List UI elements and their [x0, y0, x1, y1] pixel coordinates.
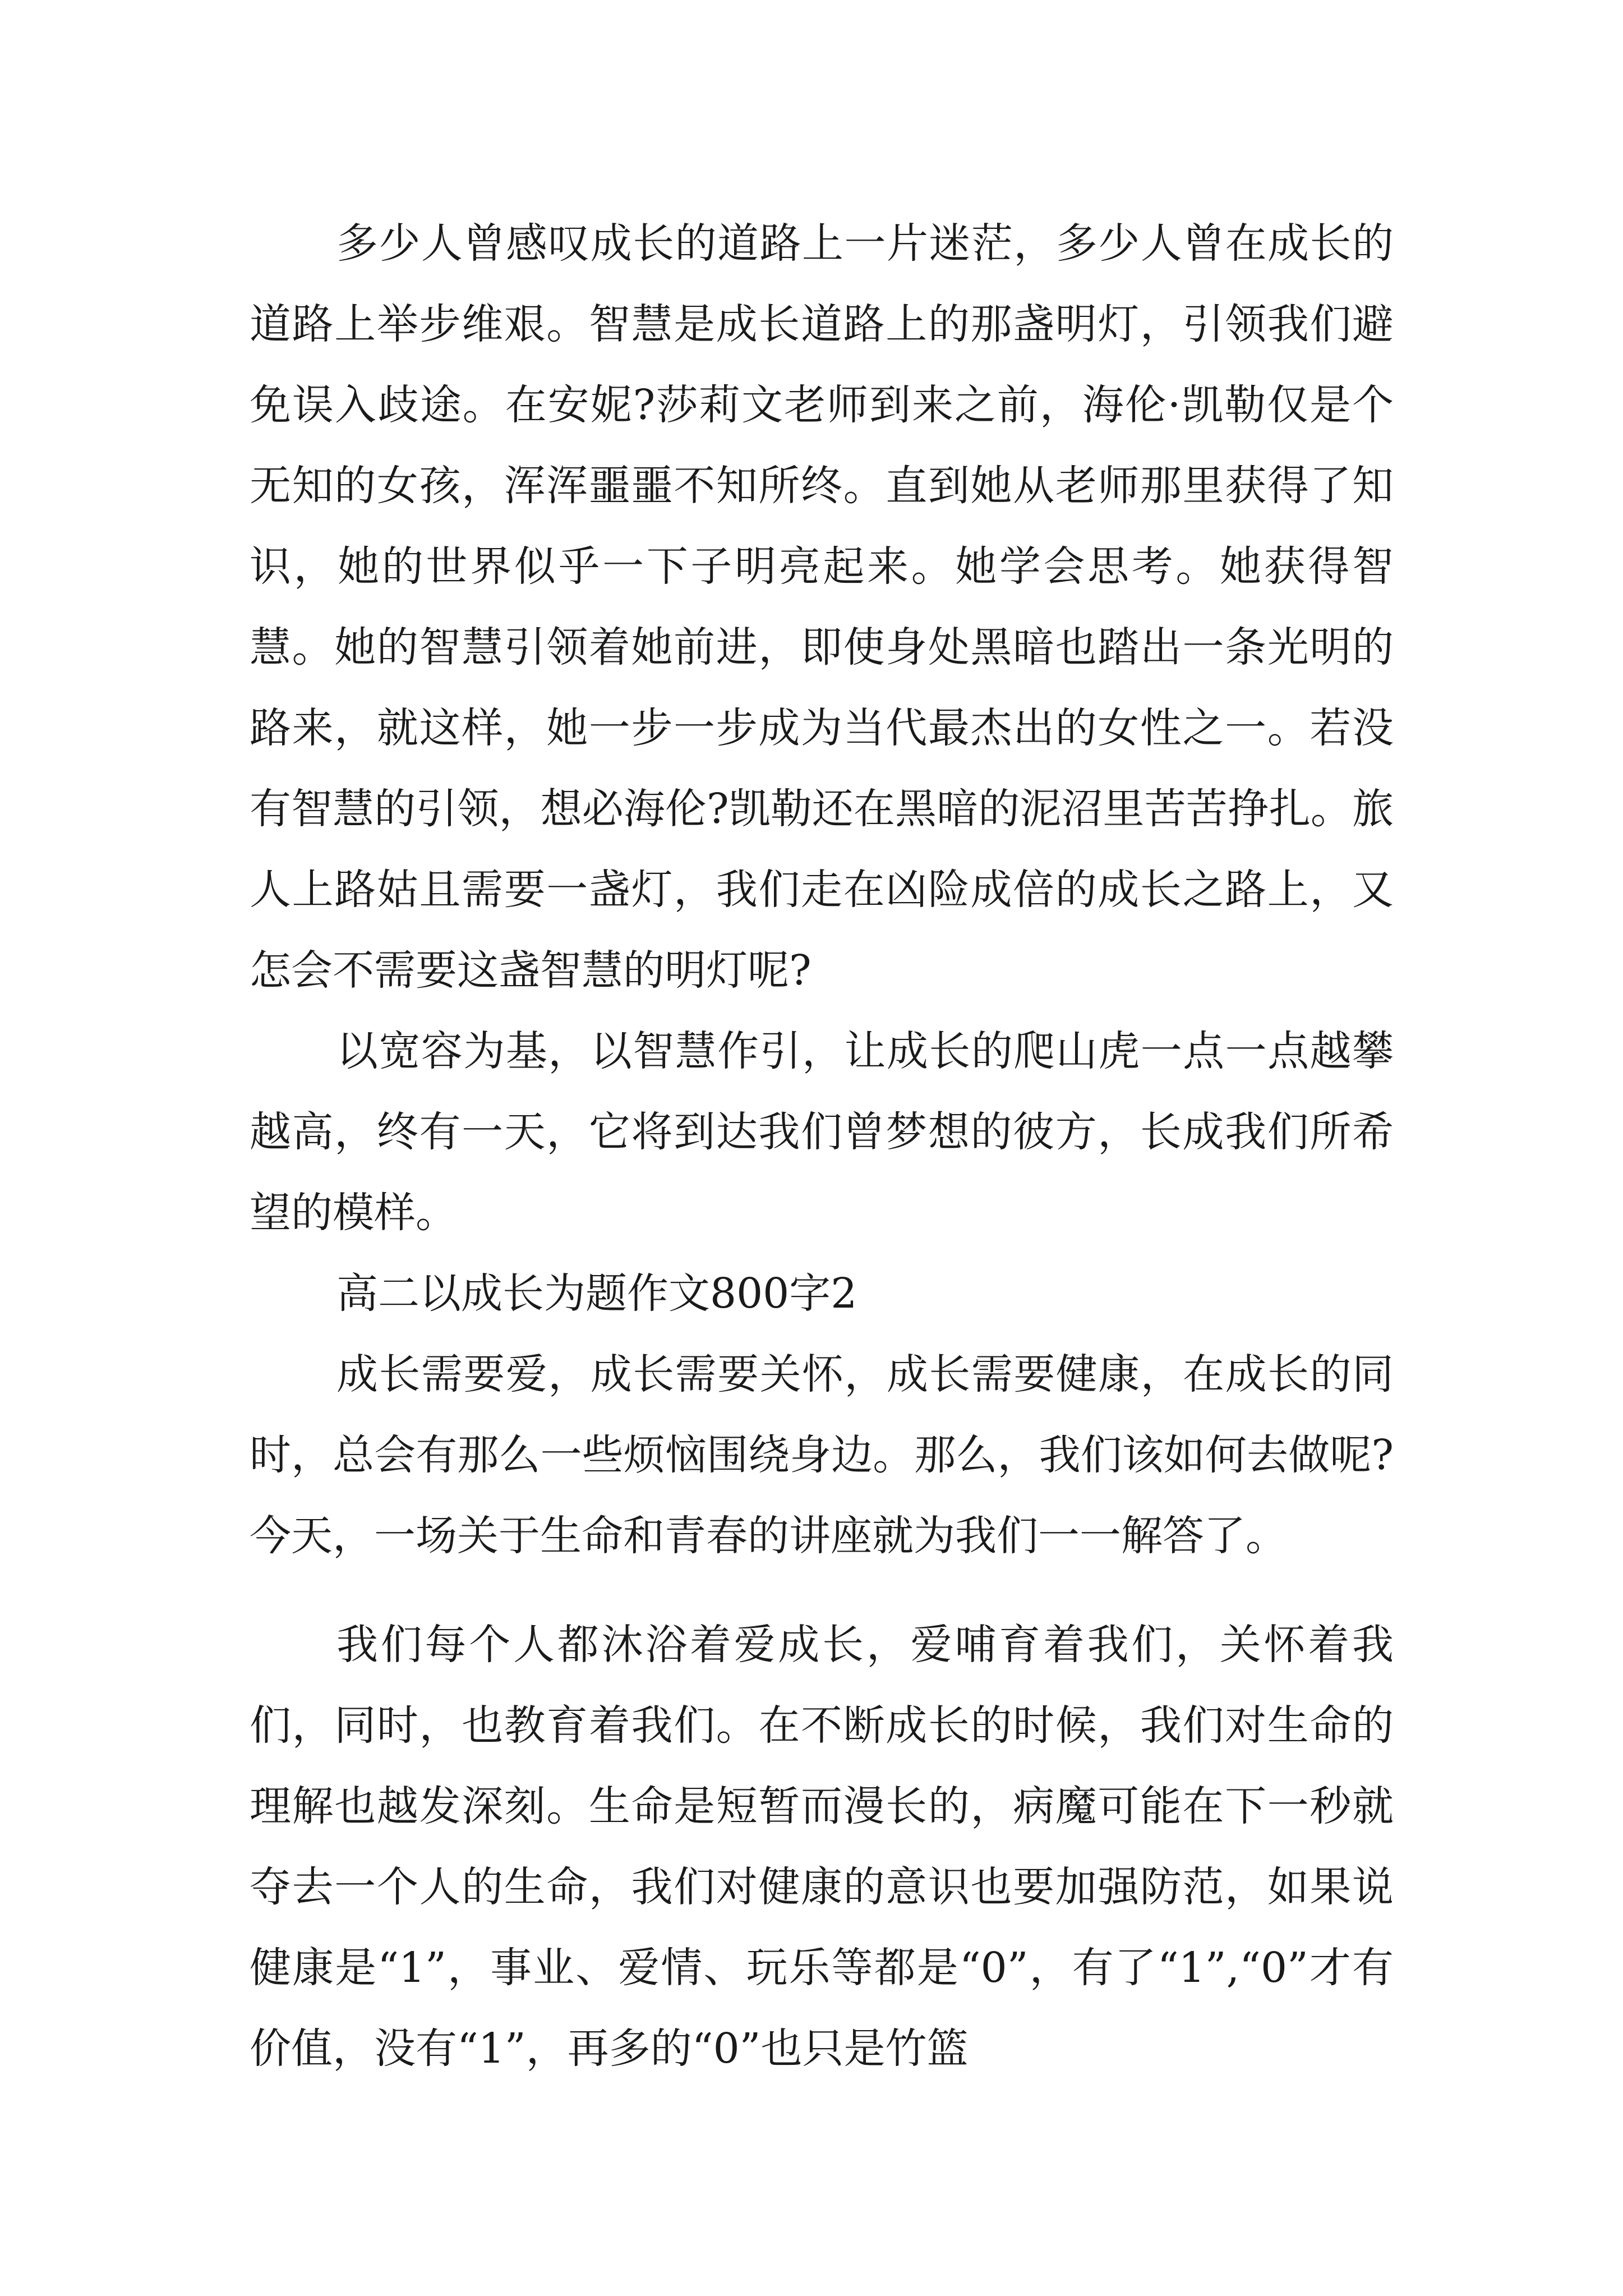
paragraph-love-health: 我们每个人都沐浴着爱成长，爱哺育着我们，关怀着我们，同时，也教育着我们。在不断成长的时候，我们对生命的理解也越发深刻。生命是短暂而漫长的，病魔可能在下一秒就夺去一个人的生命，我们对健康的意识也要加强防范，如果说健康是“1”，事业、爱情、玩乐等都是“0”，有了“1”,“0”才有价值，没有“1”，再多的“0”也只是竹篮 — [250, 1621, 1394, 2073]
essay-title: 高二以成长为题作文800字2 — [336, 1269, 857, 1318]
paragraph-tolerance: 以宽容为基，以智慧作引，让成长的爬山虎一点一点越攀越高，终有一天，它将到达我们曾梦想的彼方，长成我们所希望的模样。 — [250, 1027, 1394, 1237]
document-body — [250, 203, 1394, 2089]
paragraph-growth-needs: 成长需要爱，成长需要关怀，成长需要健康，在成长的同时，总会有那么一些烦恼围绕身边。那么，我们该如何去做呢?今天，一场关于生命和青春的讲座就为我们一一解答了。 — [250, 1350, 1394, 1560]
paragraph-wisdom: 多少人曾感叹成长的道路上一片迷茫，多少人曾在成长的道路上举步维艰。智慧是成长道路上的那盏明灯，引领我们避免误入歧途。在安妮?莎莉文老师到来之前，海伦·凯勒仅是个无知的女孩，浑浑噩噩不知所终。直到她从老师那里获得了知识，她的世界似乎一下子明亮起来。她学会思考。她获得智慧。她的智慧引领着她前进，即使身处黑暗也踏出一条光明的路来，就这样，她一步一步成为当代最杰出的女性之一。若没有智慧的引领，想必海伦?凯勒还在黑暗的泥沼里苦苦挣扎。旅人上路姑且需要一盏灯，我们走在凶险成倍的成长之路上，又怎会不需要这盏智慧的明灯呢? — [250, 219, 1394, 995]
